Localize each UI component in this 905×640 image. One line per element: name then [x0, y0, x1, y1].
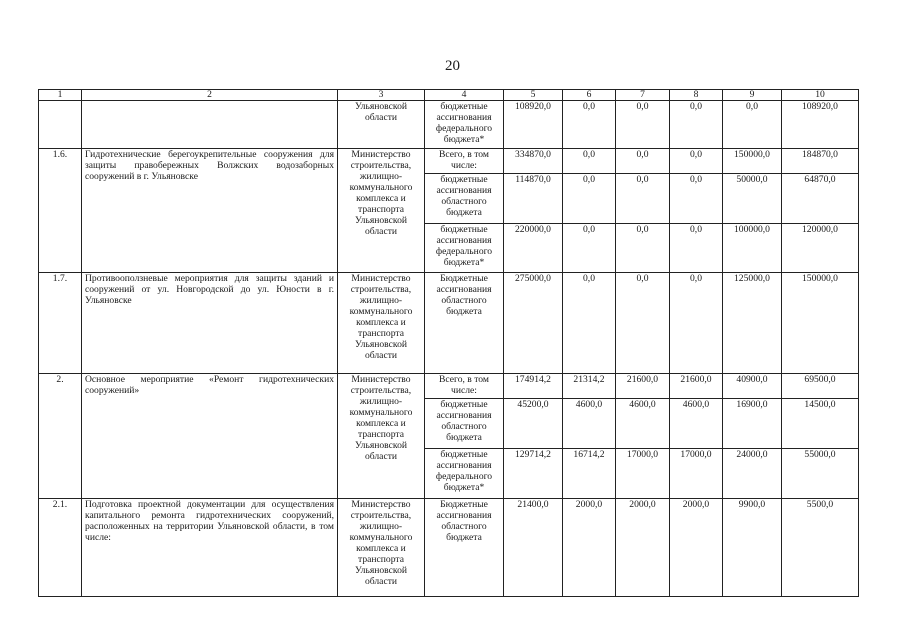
- year-value: 0,0: [616, 149, 670, 174]
- year-value: 17000,0: [616, 449, 670, 499]
- year-value: 24000,0: [723, 449, 782, 499]
- column-number: 7: [616, 90, 670, 101]
- total-value: 129714,2: [504, 449, 563, 499]
- year-value: 69500,0: [782, 374, 859, 399]
- total-value: 45200,0: [504, 399, 563, 449]
- year-value: 0,0: [670, 224, 723, 273]
- year-value: 0,0: [670, 149, 723, 174]
- funding-source: бюджетные ассигнования федерального бюджета*: [425, 101, 504, 149]
- executor: Министерство строительства, жилищно-коммунального комплекса и транспорта Ульяновской области: [338, 149, 425, 273]
- year-value: 4600,0: [616, 399, 670, 449]
- funding-source: бюджетные ассигнования областного бюджета: [425, 174, 504, 224]
- year-value: 4600,0: [563, 399, 616, 449]
- year-value: 14500,0: [782, 399, 859, 449]
- item-number: 1.6.: [39, 149, 82, 273]
- year-value: 16714,2: [563, 449, 616, 499]
- funding-source: бюджетные ассигнования федерального бюджета*: [425, 224, 504, 273]
- year-value: 0,0: [563, 273, 616, 374]
- column-number: 6: [563, 90, 616, 101]
- year-value: 2000,0: [670, 499, 723, 597]
- total-value: 275000,0: [504, 273, 563, 374]
- year-value: 0,0: [616, 174, 670, 224]
- executor: Ульяновской области: [338, 101, 425, 149]
- year-value: 2000,0: [563, 499, 616, 597]
- year-value: 21600,0: [670, 374, 723, 399]
- year-value: 150000,0: [782, 273, 859, 374]
- table-row: [39, 149, 859, 174]
- executor: Министерство строительства, жилищно-коммунального комплекса и транспорта Ульяновской области: [338, 273, 425, 374]
- year-value: 64870,0: [782, 174, 859, 224]
- table-row: [39, 273, 859, 374]
- year-value: 100000,0: [723, 224, 782, 273]
- column-number: 3: [338, 90, 425, 101]
- table-row: [39, 374, 859, 399]
- year-value: 17000,0: [670, 449, 723, 499]
- table-row: [39, 101, 859, 149]
- funding-source: бюджетные ассигнования федерального бюджета*: [425, 449, 504, 499]
- column-number: 1: [39, 90, 82, 101]
- total-value: 21400,0: [504, 499, 563, 597]
- table-row: [39, 499, 859, 597]
- funding-source: Всего, в том числе:: [425, 374, 504, 399]
- year-value: 0,0: [563, 174, 616, 224]
- executor: Министерство строительства, жилищно-коммунального комплекса и транспорта Ульяновской области: [338, 374, 425, 499]
- funding-source: бюджетные ассигнования областного бюджета: [425, 399, 504, 449]
- year-value: 120000,0: [782, 224, 859, 273]
- year-value: 2000,0: [616, 499, 670, 597]
- year-value: 0,0: [563, 224, 616, 273]
- item-number: 1.7.: [39, 273, 82, 374]
- page-number: 20: [445, 58, 460, 74]
- column-number: 4: [425, 90, 504, 101]
- year-value: 0,0: [670, 273, 723, 374]
- year-value: 0,0: [670, 174, 723, 224]
- item-number: [39, 101, 82, 149]
- funding-source: Бюджетные ассигнования областного бюджета: [425, 273, 504, 374]
- year-value: 108920,0: [782, 101, 859, 149]
- total-value: 220000,0: [504, 224, 563, 273]
- year-value: 0,0: [723, 101, 782, 149]
- year-value: 21600,0: [616, 374, 670, 399]
- year-value: 16900,0: [723, 399, 782, 449]
- year-value: 55000,0: [782, 449, 859, 499]
- year-value: 0,0: [616, 224, 670, 273]
- total-value: 334870,0: [504, 149, 563, 174]
- budget-table: [38, 89, 859, 597]
- year-value: 0,0: [616, 101, 670, 149]
- year-value: 0,0: [563, 101, 616, 149]
- column-number: 2: [82, 90, 338, 101]
- year-value: 0,0: [616, 273, 670, 374]
- year-value: 5500,0: [782, 499, 859, 597]
- year-value: 184870,0: [782, 149, 859, 174]
- column-number: 10: [782, 90, 859, 101]
- total-value: 174914,2: [504, 374, 563, 399]
- column-number-row: [39, 90, 859, 101]
- item-number: 2.: [39, 374, 82, 499]
- funding-source: Всего, в том числе:: [425, 149, 504, 174]
- item-name: Подготовка проектной документации для осуществления капитального ремонта гидротехнических сооружений, расположенных на территории Ульяновской области, в том числе:: [82, 499, 338, 597]
- total-value: 108920,0: [504, 101, 563, 149]
- item-name: [82, 101, 338, 149]
- column-number: 8: [670, 90, 723, 101]
- total-value: 114870,0: [504, 174, 563, 224]
- year-value: 150000,0: [723, 149, 782, 174]
- funding-source: Бюджетные ассигнования областного бюджета: [425, 499, 504, 597]
- year-value: 0,0: [670, 101, 723, 149]
- year-value: 21314,2: [563, 374, 616, 399]
- executor: Министерство строительства, жилищно-коммунального комплекса и транспорта Ульяновской области: [338, 499, 425, 597]
- year-value: 50000,0: [723, 174, 782, 224]
- year-value: 4600,0: [670, 399, 723, 449]
- item-name: Основное мероприятие «Ремонт гидротехнических сооружений»: [82, 374, 338, 499]
- item-name: Противооползневые мероприятия для защиты зданий и сооружений от ул. Новгородской до ул. Юности в г. Ульяновске: [82, 273, 338, 374]
- item-name: Гидротехнические берегоукрепительные сооружения для защиты правобережных Волжских водозаборных сооружений в г. Ульяновске: [82, 149, 338, 273]
- year-value: 40900,0: [723, 374, 782, 399]
- item-number: 2.1.: [39, 499, 82, 597]
- year-value: 125000,0: [723, 273, 782, 374]
- year-value: 0,0: [563, 149, 616, 174]
- column-number: 5: [504, 90, 563, 101]
- year-value: 9900,0: [723, 499, 782, 597]
- column-number: 9: [723, 90, 782, 101]
